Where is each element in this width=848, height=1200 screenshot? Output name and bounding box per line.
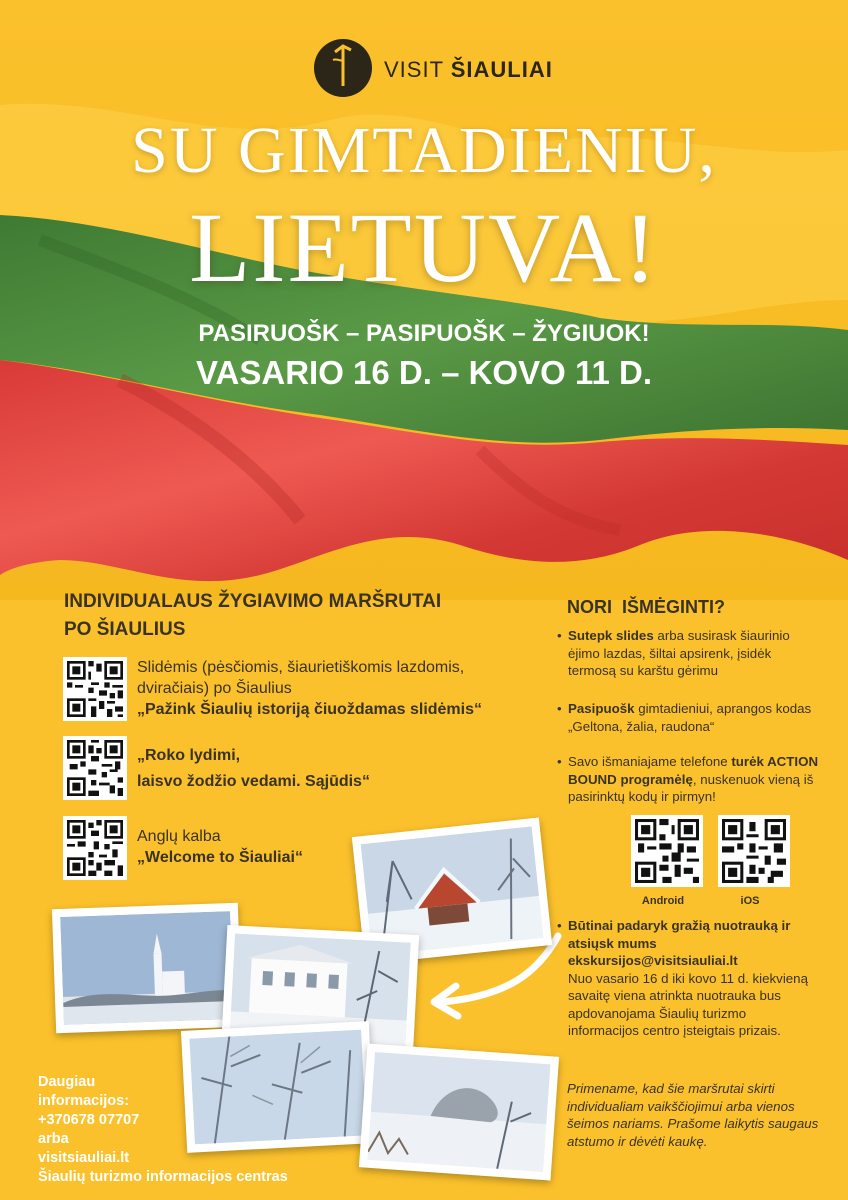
route-3-qr-code-icon[interactable] — [63, 816, 127, 880]
photo-frozen-lake — [359, 1043, 559, 1180]
try-bullet-1-bold: Sutepk slides — [568, 628, 654, 643]
route-2-name-line2: laisvo žodžio vedami. Sąjūdis“ — [137, 773, 370, 790]
slogan: PASIRUOŠK – PASIPUOŠK – ŽYGIUOK! — [198, 320, 650, 347]
route-3-desc: Anglų kalba — [137, 828, 221, 845]
footer-center-name: Šiaulių turizmo informacijos centras — [38, 1169, 288, 1185]
photo-church-winter — [52, 903, 242, 1033]
try-bullet-2-rest: gimtadieniui, aprangos kodas „Geltona, žalia, raudona“ — [568, 701, 812, 734]
bullet-dot: • — [557, 918, 562, 933]
route-2-text — [137, 743, 517, 795]
try-heading: NORI IŠMĖGINTI? — [567, 597, 726, 617]
route-2-name-line1: „Roko lydimi, — [137, 747, 241, 764]
ios-app-qr-code-icon[interactable] — [718, 815, 790, 887]
try-bullet-3-bold: turėk ACTION BOUND programėlę — [568, 754, 819, 787]
try-bullet-3-rest: , nuskenuok vieną iš pasirinktų kodų ir pirmyn! — [568, 771, 814, 804]
title-line-2: LIETUVA! — [189, 192, 659, 303]
contact-info — [38, 1073, 288, 1187]
route-1-desc-line1: Slidėmis (pėsčiomis, šiaurietiškomis lazdomis, — [137, 659, 465, 676]
try-bullet-2 — [557, 700, 819, 735]
route-1-text — [137, 657, 517, 720]
try-bullet-3-pre: Savo išmaniajame telefone — [568, 754, 732, 769]
ios-label: iOS — [740, 895, 760, 907]
bullet-dot: • — [557, 628, 562, 643]
footer-line1: Daugiau — [38, 1074, 96, 1090]
safety-note: Primename, kad šie maršrutai skirti individualiam vaikščiojimui arba vienos šeimos nariams. Prašome laikytis saugaus atstumo ir dėvėti kaukę. — [567, 1081, 819, 1149]
logo-wordmark — [384, 57, 553, 83]
logo-visit: VISIT — [384, 57, 444, 82]
try-bullet-2-bold: Pasipuošk — [568, 701, 635, 716]
try-bullet-1-rest: arba susirask šiaurinio ėjimo lazdas, šiltai apsirenk, įsidėk termosą su karštu gėrimu — [568, 628, 790, 678]
routes-heading-line1: INDIVIDUALAUS ŽYGIAVIMO MARŠRUTAI — [64, 591, 442, 612]
route-1-qr-code-icon[interactable] — [63, 657, 127, 721]
android-label: Android — [641, 895, 685, 907]
try-bullet-4 — [557, 917, 819, 1040]
footer-line2: informacijos: — [38, 1093, 130, 1109]
android-app-qr-code-icon[interactable] — [631, 815, 703, 887]
routes-heading-line2: PO ŠIAULIUS — [64, 619, 186, 640]
visit-siauliai-logo-icon — [313, 38, 373, 98]
try-bullet-4-rest: Nuo vasario 16 d iki kovo 11 d. kiekvieną savaitę viena atrinkta nuotrauka bus apdovanojama Šiaulių turizmo informacijos centro įsteigtais prizais. — [568, 970, 808, 1038]
routes-heading — [64, 588, 441, 644]
bullet-dot: • — [557, 754, 562, 769]
try-bullet-4-bold: Būtinai padaryk gražią nuotrauką ir atsiųsk mums ekskursijos@visitsiauliai.lt — [568, 918, 791, 968]
event-dates: VASARIO 16 D. – KOVO 11 D. — [195, 354, 653, 391]
bullet-dot: • — [557, 701, 562, 716]
try-bullet-1 — [557, 627, 819, 680]
logo-city: ŠIAULIAI — [450, 57, 553, 82]
try-bullet-3 — [557, 753, 819, 806]
footer-website-link[interactable]: visitsiauliai.lt — [38, 1150, 130, 1166]
route-1-name: „Pažink Šiaulių istoriją čiuoždamas slidėmis“ — [137, 701, 482, 718]
footer-or: arba — [38, 1131, 69, 1147]
route-2-qr-code-icon[interactable] — [63, 736, 127, 800]
route-3-name: „Welcome to Šiauliai“ — [137, 849, 303, 866]
title-line-1: SU GIMTADIENIU, — [131, 114, 717, 187]
footer-phone[interactable]: +370678 07707 — [38, 1112, 140, 1128]
route-1-desc-line2: dviračiais) po Šiaulius — [137, 680, 292, 697]
